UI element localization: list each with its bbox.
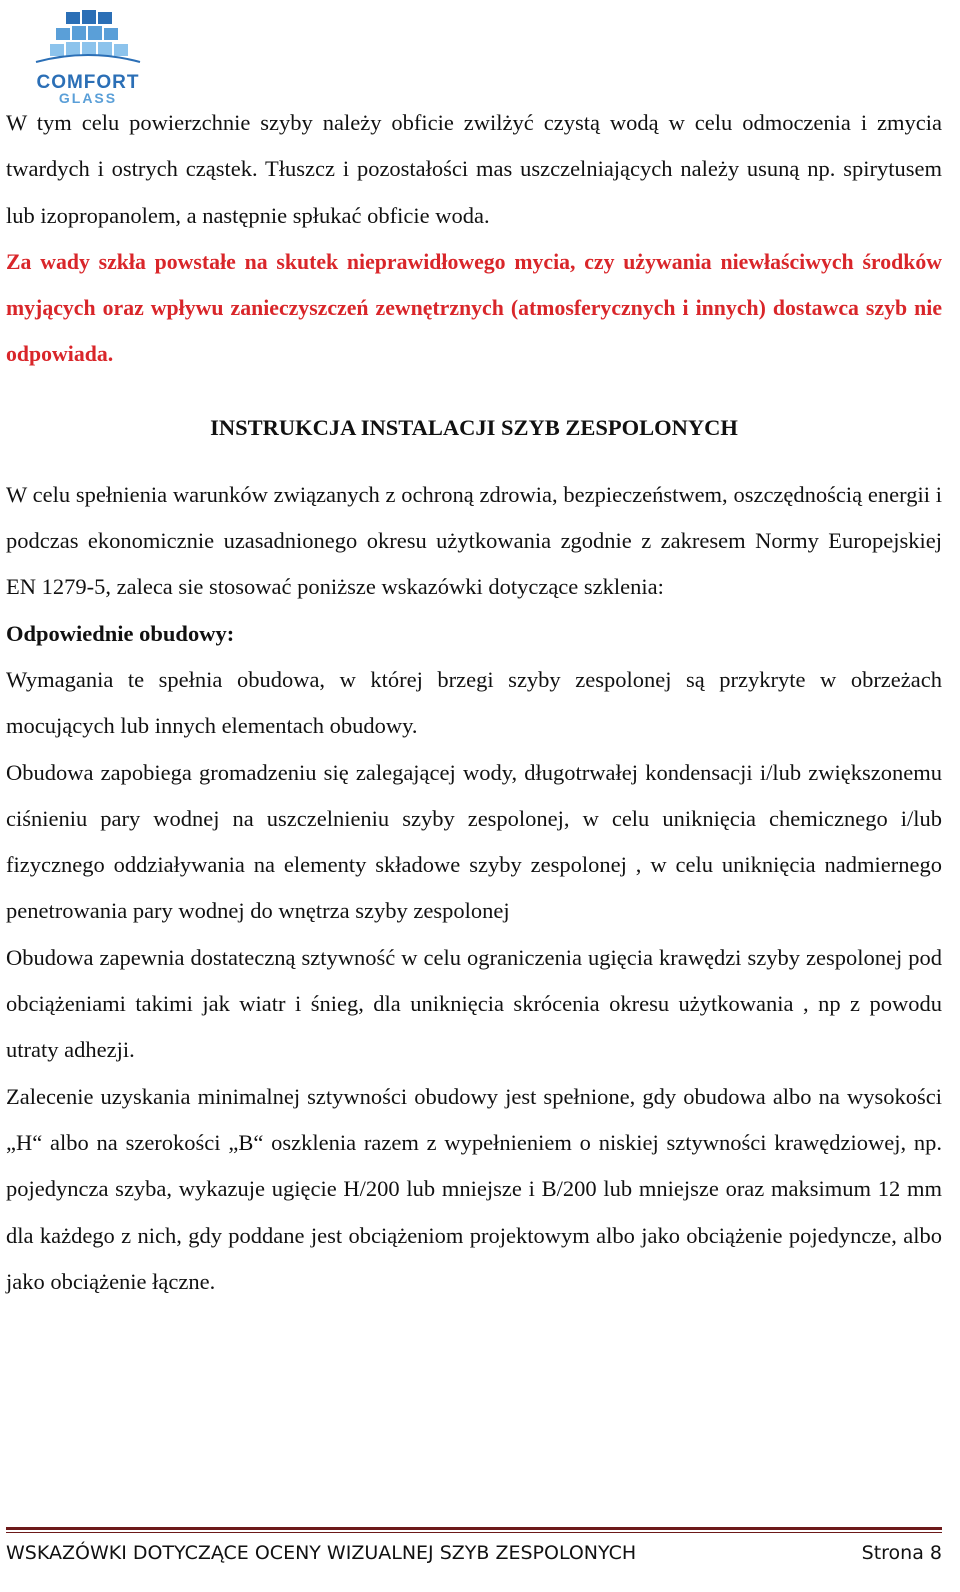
logo-text-line1: COMFORT xyxy=(36,72,140,93)
section-title: INSTRUKCJA INSTALACJI SZYB ZESPOLONYCH xyxy=(210,414,738,440)
body-paragraph-2: Obudowa zapobiega gromadzeniu się zalegającej wody, długotrwałej kondensacji i/lub zwiększonemu ciśnieniu pary wodnej na uszczelnieniu szyby zespolonej, w celu uniknięcia chemicznego i/lub fizycznego oddziaływania na elementy składowe szyby zespolonej , w celu uniknięcia nadmiernego penetrowania pary wodnej do wnętrza szyby zespolonej xyxy=(6,759,942,924)
body-paragraph-3: Obudowa zapewnia dostateczną sztywność w celu ograniczenia ugięcia krawędzi szyby zespolonej pod obciążeniami takimi jak wiatr i śnieg, dla uniknięcia skrócenia okresu użytkowania , np z powodu utraty adhezji. xyxy=(6,944,942,1063)
warning-paragraph: Za wady szkła powstałe na skutek nieprawidłowego mycia, czy używania niewłaściwych środków myjących oraz wpływu zanieczyszczeń zewnętrznych (atmosferycznych i innych) dostawca szyb nie odpowiada. xyxy=(6,249,942,367)
body-paragraph-1: Wymagania te spełnia obudowa, w której brzegi szyby zespolonej są przykryte w obrzeżach mocujących lub innych elementach obudowy. xyxy=(6,666,942,739)
body-paragraph-4: Zalecenie uzyskania minimalnej sztywności obudowy jest spełnione, gdy obudowa albo na wysokości „H“ albo na szerokości „B“ oszklenia razem z wypełnieniem o niskiej sztywności krawędziowej, np. pojedyncza szyba, wykazuje ugięcie H/200 lub mniejsze i B/200 lub mniejsze oraz maksimum 12 mm dla każdego z nich, gdy poddane jest obciążeniom projektowym albo jako obciążenie pojedyncze, albo jako obciążenie łączne. xyxy=(6,1083,942,1294)
document-body xyxy=(6,100,942,1305)
footer-rule-thin xyxy=(6,1532,942,1533)
paragraph-cleaning: W tym celu powierzchnie szyby należy obficie zwilżyć czystą wodą w celu odmoczenia i zmycia twardych i ostrych cząstek. Tłuszcz i pozostałości mas uszczelniających należy usuną np. spirytusem lub izopropanolem, a następnie spłukać obficie woda. xyxy=(6,110,942,228)
subheading: Odpowiednie obudowy: xyxy=(6,620,235,646)
footer-rule xyxy=(6,1527,942,1530)
page-number: Strona 8 xyxy=(861,1542,942,1564)
company-logo xyxy=(26,8,150,104)
intro-paragraph: W celu spełnienia warunków związanych z ochroną zdrowia, bezpieczeństwem, oszczędnością energii i podczas ekonomicznie uzasadnionego okresu użytkowania zgodnie z zakresem Normy Europejskiej EN 1279-5, zaleca sie stosować poniższe wskazówki dotyczące szklenia: xyxy=(6,481,942,600)
footer-title: WSKAZÓWKI DOTYCZĄCE OCENY WIZUALNEJ SZYB ZESPOLONYCH xyxy=(6,1542,637,1564)
page-footer xyxy=(6,1542,942,1572)
logo-text-line2: GLASS xyxy=(58,90,118,106)
logo-mark-icon xyxy=(26,8,150,78)
